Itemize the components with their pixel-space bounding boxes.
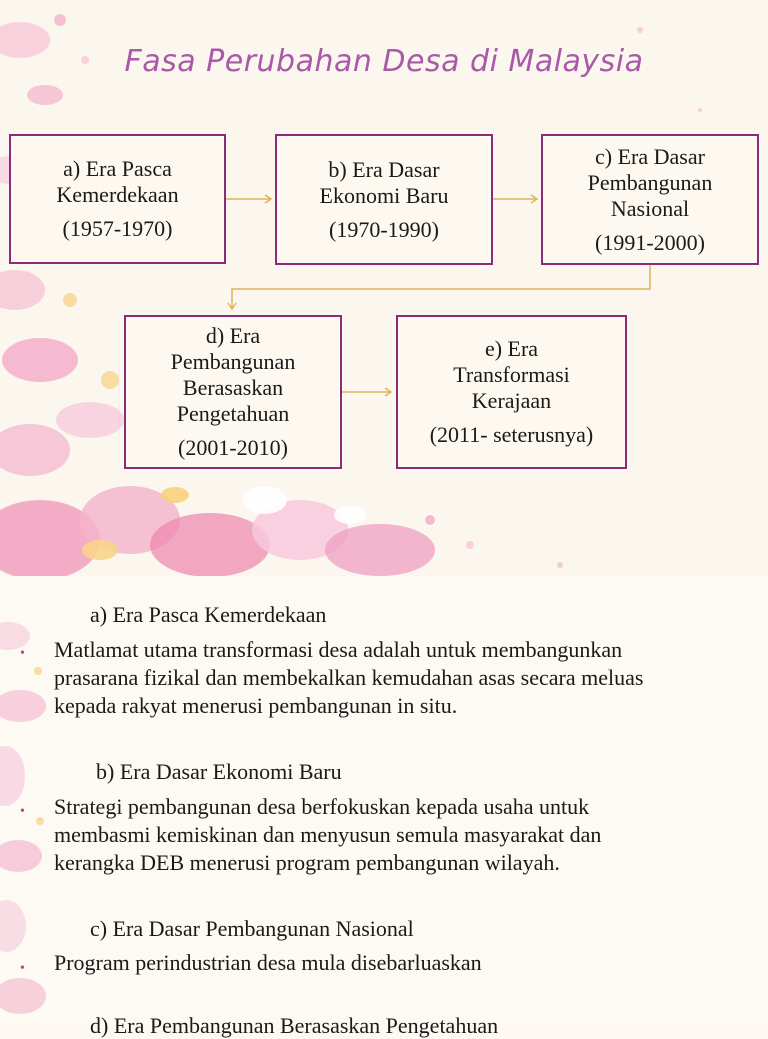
phase-a-label-line2: Kemerdekaan bbox=[56, 182, 179, 207]
section-a-bullet-line2: prasarana fizikal dan membekalkan kemudahan asas secara meluas bbox=[54, 665, 644, 690]
phase-a-years: (1957-1970) bbox=[62, 216, 173, 241]
phase-b-label-line2: Ekonomi Baru bbox=[319, 182, 449, 208]
phase-d-label-line4: Pengetahuan bbox=[176, 401, 290, 426]
bullet-icon: • bbox=[20, 804, 25, 819]
phase-b-years: (1970-1990) bbox=[329, 216, 439, 242]
phase-e-label-line2: Transformasi bbox=[453, 362, 570, 387]
bullet-icon: • bbox=[20, 646, 25, 661]
phase-box-b bbox=[275, 134, 493, 265]
section-b-bullet-line2: membasmi kemiskinan dan menyusun semula masyarakat dan bbox=[54, 822, 602, 847]
phase-c-label-line1: c) Era Dasar bbox=[595, 143, 705, 169]
section-a-heading: a) Era Pasca Kemerdekaan bbox=[90, 602, 327, 627]
section-a-bullet bbox=[54, 636, 754, 720]
section-c-bullet-line1: Program perindustrian desa mula disebarluaskan bbox=[54, 950, 482, 975]
phase-e-label-line1: e) Era bbox=[484, 336, 539, 361]
phase-box-e bbox=[396, 315, 627, 469]
phase-box-a bbox=[9, 134, 226, 264]
phase-d-label-line3: Berasaskan bbox=[182, 375, 284, 400]
bullet-icon: • bbox=[20, 961, 25, 976]
phase-e-years: (2011- seterusnya) bbox=[429, 422, 594, 447]
page-title: Fasa Perubahan Desa di Malaysia bbox=[124, 44, 644, 79]
section-b-bullet-line3: kerangka DEB menerusi program pembangunan wilayah. bbox=[54, 850, 560, 875]
arrow-c-d bbox=[232, 265, 650, 309]
section-a-bullet-line3: kepada rakyat menerusi pembangunan in situ. bbox=[54, 693, 458, 718]
phase-d-years: (2001-2010) bbox=[178, 435, 288, 460]
phase-d-label-line1: d) Era bbox=[205, 323, 261, 348]
section-b-bullet bbox=[54, 793, 754, 877]
section-a-bullet-line1: Matlamat utama transformasi desa adalah untuk membangunkan bbox=[54, 637, 623, 662]
section-b-heading: b) Era Dasar Ekonomi Baru bbox=[96, 759, 342, 784]
phase-c-label-line2: Pembangunan bbox=[587, 169, 713, 195]
phase-a-label-line1: a) Era Pasca bbox=[63, 156, 172, 181]
phase-b-label-line1: b) Era Dasar bbox=[328, 156, 440, 182]
section-b-bullet-line1: Strategi pembangunan desa berfokuskan kepada usaha untuk bbox=[54, 794, 590, 819]
slide-descriptions bbox=[0, 576, 768, 1038]
section-c-bullet bbox=[54, 949, 754, 977]
phase-box-d bbox=[124, 315, 342, 469]
section-d-heading: d) Era Pembangunan Berasaskan Pengetahuan bbox=[90, 1013, 499, 1038]
section-c-heading: c) Era Dasar Pembangunan Nasional bbox=[90, 916, 414, 941]
phase-box-c bbox=[541, 134, 759, 265]
phase-c-label-line3: Nasional bbox=[610, 195, 690, 221]
phase-d-label-line2: Pembangunan bbox=[170, 349, 296, 374]
phase-c-years: (1991-2000) bbox=[595, 229, 705, 255]
phase-e-label-line3: Kerajaan bbox=[471, 388, 552, 413]
